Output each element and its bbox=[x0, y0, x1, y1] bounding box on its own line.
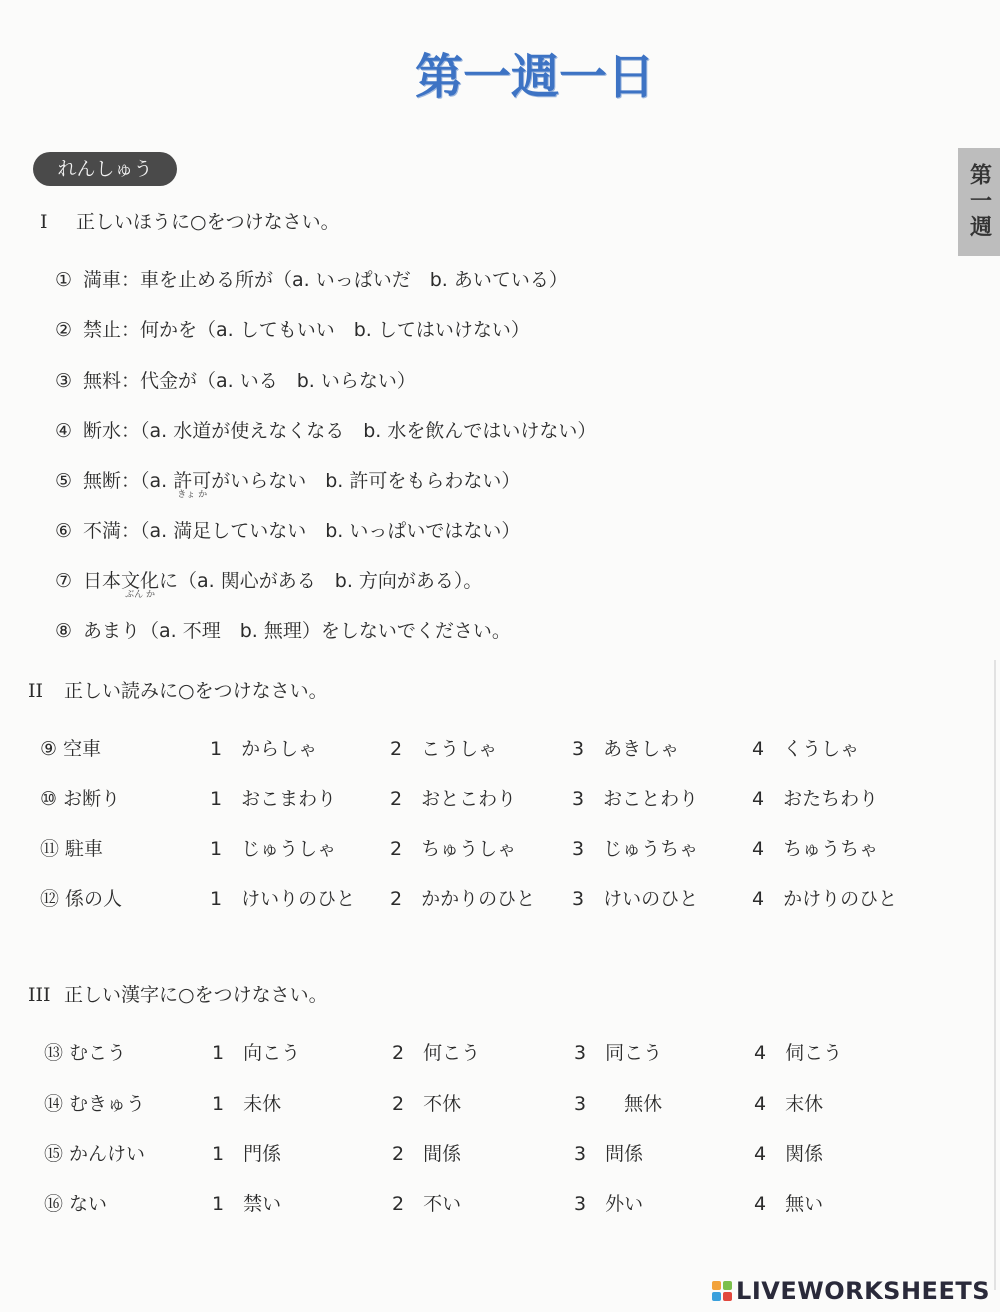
option-2[interactable]: 2 おとこわり bbox=[390, 788, 517, 810]
question-text-post: がいらない b. 許可をもらわない） bbox=[211, 470, 521, 492]
option-2[interactable]: 2 不い bbox=[392, 1193, 462, 1215]
row-question: ⑯ ない bbox=[44, 1193, 108, 1215]
question-text: あまり（a. 不理 b. 無理）をしないでください。 bbox=[83, 620, 511, 642]
option-3[interactable]: 3 同こう bbox=[574, 1042, 663, 1064]
reading-row-9 bbox=[0, 734, 1000, 764]
option-3[interactable]: 3 おことわり bbox=[572, 788, 699, 810]
kanji-row-13 bbox=[0, 1038, 1000, 1068]
option-4[interactable]: 4 かけりのひと bbox=[752, 888, 898, 910]
option-4[interactable]: 4 無い bbox=[754, 1193, 824, 1215]
question-3[interactable] bbox=[55, 366, 416, 393]
row-question: ⑭ むきゅう bbox=[44, 1093, 146, 1115]
section3-heading bbox=[28, 980, 328, 1007]
option-1[interactable]: 1 門係 bbox=[212, 1143, 282, 1165]
option-4[interactable]: 4 末休 bbox=[754, 1093, 824, 1115]
section1-instruction: 正しいほうに○をつけなさい。 bbox=[76, 211, 340, 233]
practice-label: れんしゅう bbox=[33, 152, 177, 186]
question-number: ⑤ bbox=[55, 470, 73, 492]
row-question: ⑫ 係の人 bbox=[40, 888, 123, 910]
question-number: ④ bbox=[55, 420, 73, 442]
option-4[interactable]: 4 関係 bbox=[754, 1143, 824, 1165]
question-7[interactable] bbox=[55, 566, 483, 600]
question-number: ② bbox=[55, 319, 73, 341]
row-question: ⑨ 空車 bbox=[40, 738, 102, 760]
option-3[interactable]: 3 問係 bbox=[574, 1143, 644, 1165]
option-1[interactable]: 1 おこまわり bbox=[210, 788, 337, 810]
row-question: ⑮ かんけい bbox=[44, 1143, 146, 1165]
question-1[interactable] bbox=[55, 265, 568, 292]
kanji-row-16 bbox=[0, 1189, 1000, 1219]
question-number: ③ bbox=[55, 370, 73, 392]
ruby-base: 文化 bbox=[121, 570, 160, 592]
option-3[interactable]: 3 無休 bbox=[574, 1093, 663, 1115]
option-2[interactable]: 2 何こう bbox=[392, 1042, 481, 1064]
logo-square bbox=[723, 1281, 732, 1290]
page-title: 第一週一日 bbox=[414, 49, 655, 105]
question-number: ① bbox=[55, 269, 73, 291]
logo-square bbox=[712, 1281, 721, 1290]
week-tab: 第一週 bbox=[958, 148, 1000, 256]
question-text-pre: 日本 bbox=[83, 570, 122, 592]
logo-text: LIVEWORKSHEETS bbox=[736, 1277, 990, 1305]
section1-number: I bbox=[40, 211, 48, 233]
question-text-pre: 無断：（a. bbox=[83, 470, 174, 492]
option-2[interactable]: 2 ちゅうしゃ bbox=[390, 838, 517, 860]
reading-row-12 bbox=[0, 884, 1000, 914]
logo-square bbox=[712, 1292, 721, 1301]
section3-number: III bbox=[28, 984, 51, 1006]
question-text: 無料：代金が（a. いる b. いらない） bbox=[83, 370, 416, 392]
row-question: ⑪ 駐車 bbox=[40, 838, 104, 860]
option-1[interactable]: 1 未休 bbox=[212, 1093, 282, 1115]
ruby-reading: きょ か bbox=[177, 490, 208, 500]
option-3[interactable]: 3 外い bbox=[574, 1193, 644, 1215]
option-4[interactable]: 4 おたちわり bbox=[752, 788, 879, 810]
ruby-reading: ぶん か bbox=[125, 590, 155, 600]
question-8[interactable] bbox=[55, 616, 511, 643]
option-1[interactable]: 1 向こう bbox=[212, 1042, 301, 1064]
section2-number: II bbox=[28, 680, 44, 702]
question-5[interactable] bbox=[55, 466, 521, 500]
option-2[interactable]: 2 こうしゃ bbox=[390, 738, 498, 760]
question-number: ⑧ bbox=[55, 620, 73, 642]
option-2[interactable]: 2 間係 bbox=[392, 1143, 462, 1165]
option-3[interactable]: 3 じゅうちゃ bbox=[572, 838, 699, 860]
question-2[interactable] bbox=[55, 315, 530, 342]
question-text: 断水：（a. 水道が使えなくなる b. 水を飲んではいけない） bbox=[83, 420, 597, 442]
option-2[interactable]: 2 かかりのひと bbox=[390, 888, 536, 910]
question-number: ⑦ bbox=[55, 570, 73, 592]
row-question: ⑩ お断り bbox=[40, 788, 121, 810]
section2-heading bbox=[28, 676, 328, 703]
question-text: 満車：車を止める所が（a. いっぱいだ b. あいている） bbox=[83, 269, 568, 291]
option-1[interactable]: 1 禁い bbox=[212, 1193, 282, 1215]
kanji-row-15 bbox=[0, 1139, 1000, 1169]
question-text: 禁止：何かを（a. してもいい b. してはいけない） bbox=[83, 319, 530, 341]
option-4[interactable]: 4 伺こう bbox=[754, 1042, 843, 1064]
row-question: ⑬ むこう bbox=[44, 1042, 127, 1064]
reading-row-11 bbox=[0, 834, 1000, 864]
option-4[interactable]: 4 くうしゃ bbox=[752, 738, 860, 760]
liveworksheets-logo[interactable] bbox=[712, 1276, 990, 1306]
question-text-post: に（a. 関心がある b. 方向がある）。 bbox=[159, 570, 483, 592]
question-4[interactable] bbox=[55, 416, 596, 443]
option-1[interactable]: 1 けいりのひと bbox=[210, 888, 356, 910]
logo-square bbox=[723, 1292, 732, 1301]
question-6[interactable] bbox=[55, 516, 520, 543]
section2-instruction: 正しい読みに○をつけなさい。 bbox=[64, 680, 328, 702]
section1-heading bbox=[40, 207, 340, 234]
kanji-row-14 bbox=[0, 1089, 1000, 1119]
option-1[interactable]: 1 じゅうしゃ bbox=[210, 838, 337, 860]
ruby-word bbox=[173, 466, 212, 500]
ruby-base: 許可 bbox=[173, 470, 212, 492]
reading-row-10 bbox=[0, 784, 1000, 814]
option-3[interactable]: 3 けいのひと bbox=[572, 888, 699, 910]
option-1[interactable]: 1 からしゃ bbox=[210, 738, 318, 760]
question-number: ⑥ bbox=[55, 520, 73, 542]
ruby-word bbox=[121, 566, 160, 600]
option-4[interactable]: 4 ちゅうちゃ bbox=[752, 838, 879, 860]
logo-mark-icon bbox=[712, 1281, 732, 1301]
option-3[interactable]: 3 あきしゃ bbox=[572, 738, 680, 760]
question-text: 不満：（a. 満足していない b. いっぱいではない） bbox=[83, 520, 521, 542]
section3-instruction: 正しい漢字に○をつけなさい。 bbox=[64, 984, 328, 1006]
option-2[interactable]: 2 不休 bbox=[392, 1093, 462, 1115]
